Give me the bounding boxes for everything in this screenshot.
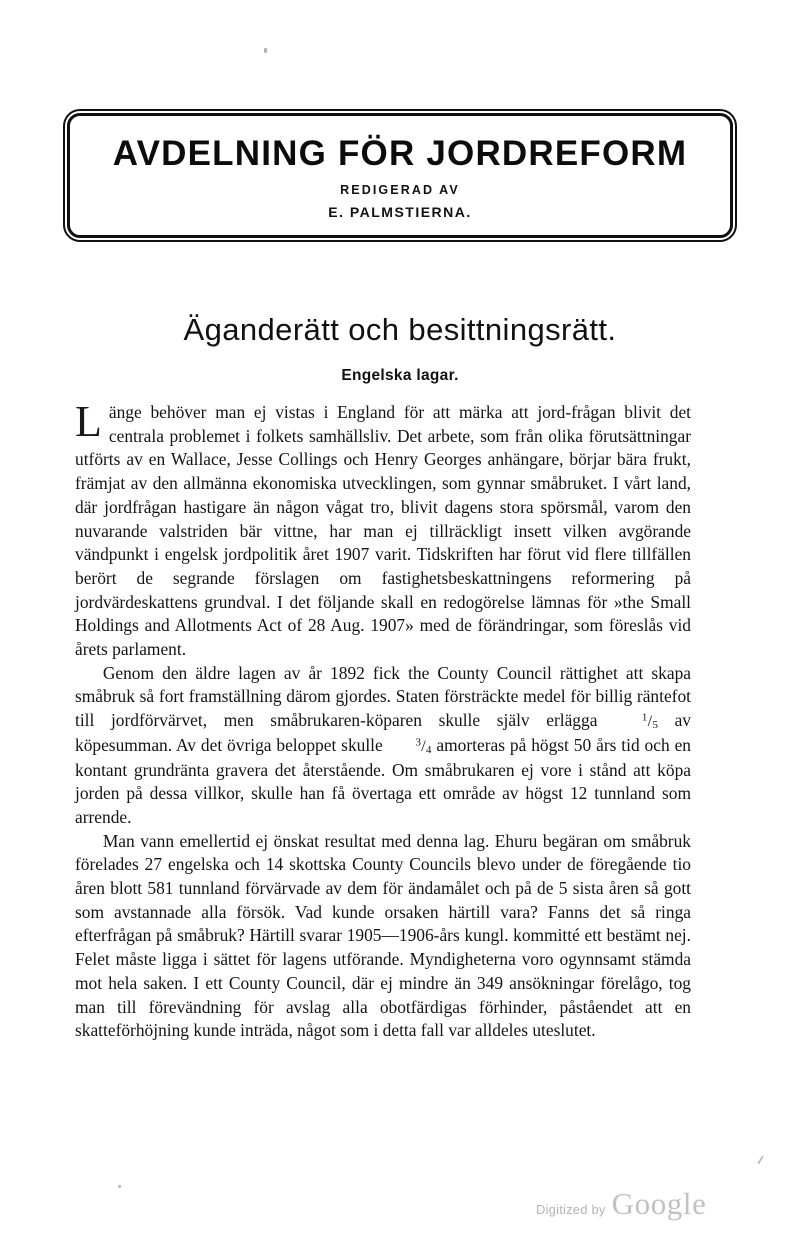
fraction-denominator: 4 (426, 743, 432, 756)
watermark-brand: Google (611, 1186, 707, 1221)
google-watermark (536, 1186, 706, 1222)
paragraph-3 (75, 830, 691, 1043)
paragraph-2-text-part-2: av köpesumman. Av det övriga beloppet skulle (75, 710, 692, 755)
scan-speck-right (757, 1156, 763, 1165)
masthead-editor-name: E. PALMSTIERNA. (328, 204, 472, 221)
article-title: Äganderätt och besittningsrätt. (183, 312, 617, 347)
masthead-edited-by-label: REDIGERAD AV (340, 182, 460, 197)
paragraph-1-text: änge behöver man ej vistas i England för att märka att jord-frågan blivit det centrala problemet i folkets samhällsliv. Det arbete, som från olika förutsättningar utförts av en Wallace, Jesse Collings och Henry Georges anhängare, börjar bära frukt, främjat av den allmänna ekonomiska utvecklingen, som gynnar småbruket. I vårt land, där jordfrågan hastigare än någon vågat tro, blivit dagens stora spörsmål, varom den nuvarande valstriden bär vittne, har man ej tillräckligt insett vilken avgörande vändpunkt i engelsk jordpolitik året 1907 varit. Tidskriften har förut vid flere tillfällen berört de segrande förslagen om fastighetsbeskattningens reformering på jordvärdeskattens grundval. I det följande skall en redogörelse lämnas för »the Small Holdings and Allotments Act of 28 Aug. 1907» med de förändringar, som föreslås vid årets parlament. (75, 402, 691, 660)
watermark-prefix: Digitized by (536, 1202, 606, 1217)
fraction-three-quarters (388, 734, 432, 759)
article-subtitle: Engelska lagar. (341, 367, 459, 384)
scan-speck-top (264, 48, 267, 53)
drop-cap: L (75, 397, 102, 446)
fraction-bar: / (647, 712, 653, 731)
article-body (75, 397, 692, 1043)
paragraph-2-text-part-3: amorteras på högst 50 års tid och en kontant grundränta gravera det återstående. Om småbrukaren ej vore i stånd att köpa jorden på dessa villkor, skulle han få övertaga ett område av högst 12 tunnland som arrende. (75, 734, 691, 827)
paragraph-2 (75, 662, 691, 830)
fraction-one-fifth (614, 709, 658, 734)
paragraph-1 (75, 397, 691, 662)
fraction-numerator: 3 (415, 736, 421, 749)
fraction-denominator: 5 (652, 719, 658, 732)
masthead-content (70, 116, 730, 235)
masthead-title: AVDELNING FÖR JORDREFORM (112, 133, 688, 173)
fraction-numerator: 1 (641, 711, 648, 724)
paragraph-2-text-part-1: Genom den äldre lagen av år 1892 fick the County Council rättighet att skapa småbruk så fort framställning därom gjordes. Staten försträckte medel för billig räntefot till jordförvärvet, men småbrukaren-köparen skulle själv erlägga (75, 662, 691, 731)
masthead-banner (67, 113, 733, 238)
fraction-bar: / (421, 736, 426, 755)
paragraph-3-text: Man vann emellertid ej önskat resultat med denna lag. Ehuru begäran om småbruk förelades 27 engelska och 14 skottska County Councils blevo under de föregående tio åren blott 581 tunnland förvärvade av dem för ändamålet och på de 5 sista åren så gott som avstannade alla försök. Vad kunde orsaken härtill vara? Fanns det så ringa efterfrågan på småbruk? Härtill svarar 1905—1906-års kungl. kommitté ett bestämt nej. Felet måste ligga i sättet för lagens utförande. Myndigheterna voro ogynnsamt stämda mot hela saken. I ett County Council, där ej mindre än 349 ansökningar förelågo, tog man till förevändning för avslag alla obotfärdigas förhinder, påståendet att en skatteförhöjning kunde inträda, något som i detta fall var alldeles uteslutet. (75, 830, 691, 1041)
scan-speck-left (118, 1185, 121, 1188)
